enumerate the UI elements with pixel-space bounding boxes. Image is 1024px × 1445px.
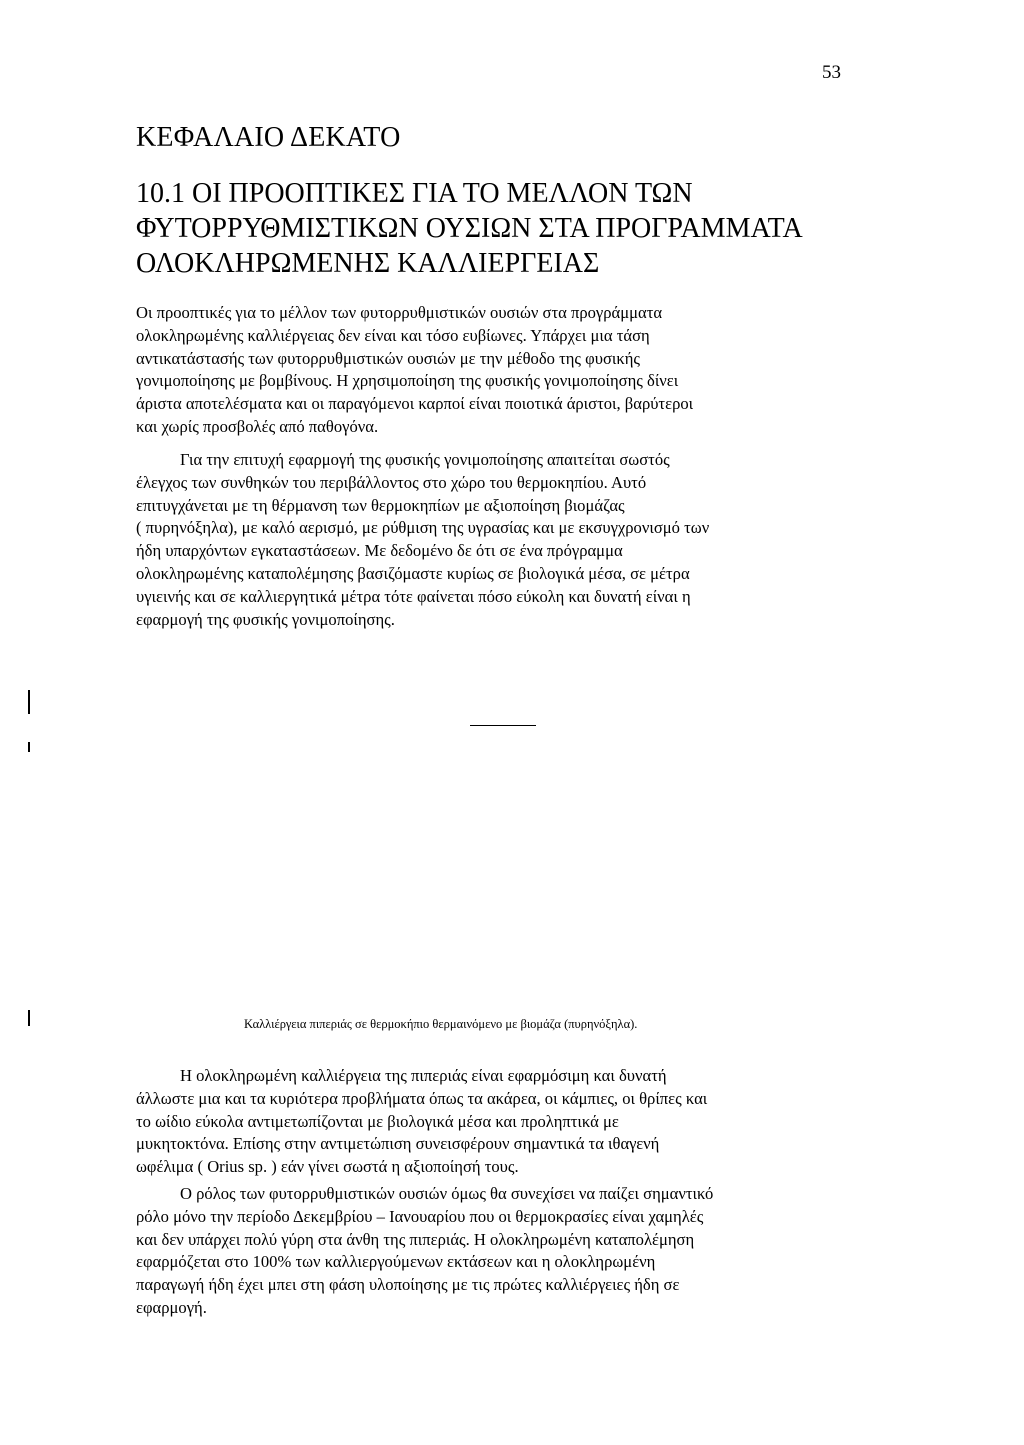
text-line: επιτυγχάνεται με τη θέρμανση των θερμοκηπίων με αξιοποίηση βιομάζας [136, 495, 625, 515]
text-line: άλλωστε μια και τα κυριότερα προβλήματα όπως τα ακάρεα, οι κάμπιες, οι θρίπες και [136, 1088, 708, 1108]
text-line: γονιμοποίησης με βομβίνους. Η χρησιμοποίηση της φυσικής γονιμοποίησης δίνει [136, 371, 679, 391]
section-title-line: ΟΛΟΚΛΗΡΩΜΕΝΗΣ ΚΑΛΛΙΕΡΓΕΙΑΣ [136, 248, 600, 279]
section-title [136, 176, 896, 281]
text-line: μυκητοκτόνα. Επίσης στην αντιμετώπιση συνεισφέρουν σημαντικά τα ιθαγενή [136, 1134, 660, 1154]
chapter-title: ΚΕΦΑΛΑΙΟ ΔΕΚΑΤΟ [136, 122, 401, 153]
text-line: άριστα αποτελέσματα και οι παραγόμενοι καρποί είναι ποιοτικά άριστοι, βαρύτεροι [136, 394, 694, 414]
page-number: 53 [822, 62, 841, 83]
text-line: αντικατάστασής των φυτορρυθμιστικών ουσιών με την μέθοδο της φυσικής [136, 348, 640, 368]
text-line: Για την επιτυχή εφαρμογή της φυσικής γονιμοποίησης απαιτείται σωστός [180, 450, 670, 469]
text-line: υγιεινής και σε καλλιεργητικά μέτρα τότε φαίνεται πόσο εύκολη και δυνατή είναι η [136, 586, 691, 606]
text-line: έλεγχος των συνθηκών του περιβάλλοντος στο χώρο του θερμοκηπίου. Αυτό [136, 472, 647, 492]
text-line: ωφέλιμα ( Orius sp. ) εάν γίνει σωστά η αξιοποίησή τους. [136, 1157, 519, 1177]
text-line: εφαρμογή. [136, 1297, 207, 1317]
text-line: το ωίδιο εύκολα αντιμετωπίζονται με βιολογικά μέσα και προληπτικά με [136, 1111, 619, 1131]
margin-mark [28, 690, 30, 714]
paragraph-prospects [136, 302, 876, 439]
text-line: εφαρμογή της φυσικής γονιμοποίησης. [136, 609, 395, 629]
text-line: ολοκληρωμένης καλλιέργειας δεν είναι και τόσο ευβίωνες. Υπάρχει μια τάση [136, 325, 650, 345]
text-line: παραγωγή ήδη έχει μπει στη φάση υλοποίησης με τις πρώτες καλλιέργειες ήδη σε [136, 1275, 680, 1295]
paragraph-role-of-regulators [136, 1183, 876, 1320]
paragraph-natural-pollination [136, 449, 876, 631]
text-line: ολοκληρωμένης καταπολέμησης βασιζόμαστε κυρίως σε βιολογικά μέσα, σε μέτρα [136, 563, 690, 583]
text-line: ήδη υπαρχόντων εγκαταστάσεων. Με δεδομένο δε ότι σε ένα πρόγραμμα [136, 541, 623, 561]
text-line: ( πυρηνόξηλα), με καλό αερισμό, με ρύθμιση της υγρασίας και με εκσυγχρονισμό των [136, 518, 710, 538]
section-title-line: ΦΥΤΟΡΡΥΘΜΙΣΤΙΚΩΝ ΟΥΣΙΩΝ ΣΤΑ ΠΡΟΓΡΑΜΜΑΤΑ [136, 213, 803, 244]
margin-mark [28, 742, 30, 752]
text-line: Οι προοπτικές για το μέλλον των φυτορρυθμιστικών ουσιών στα προγράμματα [136, 303, 663, 322]
figure-divider [470, 725, 536, 726]
text-line: Ο ρόλος των φυτορρυθμιστικών ουσιών όμως θα συνεχίσει να παίζει σημαντικό [180, 1184, 714, 1203]
text-line: και δεν υπάρχει πολύ γύρη στα άνθη της πιπεριάς. Η ολοκληρωμένη καταπολέμηση [136, 1229, 695, 1249]
text-line: και χωρίς προσβολές από παθογόνα. [136, 416, 379, 436]
paragraph-integrated-crop [136, 1065, 876, 1179]
text-line: Η ολοκληρωμένη καλλιέργεια της πιπεριάς είναι εφαρμόσιμη και δυνατή [180, 1066, 667, 1085]
section-title-line: 10.1 ΟΙ ΠΡΟΟΠΤΙΚΕΣ ΓΙΑ ΤΟ ΜΕΛΛΟΝ ΤΩΝ [136, 178, 693, 209]
margin-mark [28, 1010, 30, 1026]
text-line: εφαρμόζεται στο 100% των καλλιεργούμενων εκτάσεων και η ολοκληρωμένη [136, 1252, 656, 1272]
text-line: ρόλο μόνο την περίοδο Δεκεμβρίου – Ιανουαρίου που οι θερμοκρασίες είναι χαμηλές [136, 1206, 704, 1226]
figure-caption: Καλλιέργεια πιπεριάς σε θερμοκήπιο θερμαινόμενο με βιομάζα (πυρηνόξηλα). [244, 1017, 638, 1031]
